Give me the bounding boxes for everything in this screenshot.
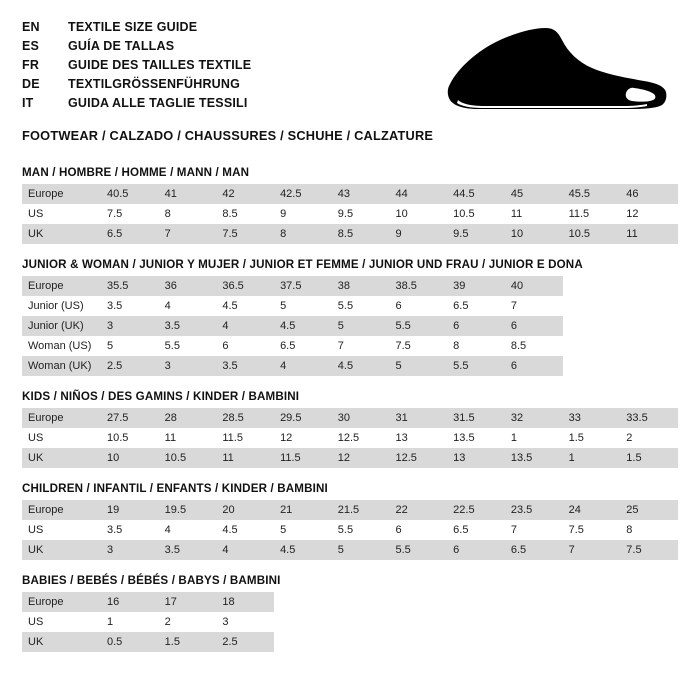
size-cell: 27.5 (101, 408, 159, 428)
size-cell: 5.5 (332, 296, 390, 316)
size-cell: 6 (389, 296, 447, 316)
size-cell: 20 (216, 500, 274, 520)
size-cell: 3 (216, 612, 274, 632)
size-cell: 13 (389, 428, 447, 448)
size-cell (563, 592, 621, 612)
size-cell: 7.5 (563, 520, 621, 540)
size-cell (620, 612, 678, 632)
size-cell: 6 (447, 316, 505, 336)
size-cell: 18 (216, 592, 274, 612)
size-section (22, 258, 678, 376)
table-row (22, 276, 678, 296)
size-cell: 4 (216, 316, 274, 336)
size-cell: 8.5 (216, 204, 274, 224)
size-cell: 4.5 (216, 296, 274, 316)
size-cell: 9.5 (447, 224, 505, 244)
size-cell: 8.5 (332, 224, 390, 244)
size-cell: 31 (389, 408, 447, 428)
size-cell: 11.5 (274, 448, 332, 468)
size-cell: 39 (447, 276, 505, 296)
size-cell: 10 (505, 224, 563, 244)
size-cell: 7 (332, 336, 390, 356)
language-code: DE (22, 77, 40, 91)
size-cell: 3.5 (159, 316, 217, 336)
size-cell (447, 592, 505, 612)
size-cell: 6 (447, 540, 505, 560)
row-label: US (22, 520, 101, 540)
language-title: GUÍA DE TALLAS (68, 39, 175, 53)
row-label: UK (22, 540, 101, 560)
language-code: FR (22, 58, 40, 72)
table-row (22, 184, 678, 204)
row-label: Woman (US) (22, 336, 101, 356)
size-cell (274, 612, 332, 632)
size-cell: 37.5 (274, 276, 332, 296)
size-cell: 10.5 (159, 448, 217, 468)
size-cell (332, 612, 390, 632)
size-cell: 4 (216, 540, 274, 560)
size-cell: 7 (505, 520, 563, 540)
table-row (22, 592, 678, 612)
language-title: GUIDA ALLE TAGLIE TESSILI (68, 96, 248, 110)
size-section (22, 574, 678, 652)
category-heading: FOOTWEAR / CALZADO / CHAUSSURES / SCHUHE / CALZATURE (22, 128, 434, 143)
table-row (22, 316, 678, 336)
size-cell: 6.5 (447, 520, 505, 540)
size-cell (563, 356, 621, 376)
size-cell: 22 (389, 500, 447, 520)
size-cell: 33 (563, 408, 621, 428)
size-cell: 38.5 (389, 276, 447, 296)
size-cell: 4.5 (274, 316, 332, 336)
size-cell: 2 (159, 612, 217, 632)
size-cell: 12 (274, 428, 332, 448)
row-label: Europe (22, 408, 101, 428)
size-table (22, 184, 678, 244)
size-cell: 44 (389, 184, 447, 204)
size-table (22, 592, 678, 652)
size-cell: 1 (101, 612, 159, 632)
size-cell: 45 (505, 184, 563, 204)
size-cell (620, 296, 678, 316)
size-cell: 6.5 (274, 336, 332, 356)
size-cell (563, 316, 621, 336)
table-row (22, 500, 678, 520)
size-cell: 22.5 (447, 500, 505, 520)
size-cell: 8 (274, 224, 332, 244)
size-cell: 5.5 (332, 520, 390, 540)
document-header (22, 20, 678, 143)
table-row (22, 448, 678, 468)
size-cell (447, 612, 505, 632)
size-cell: 5.5 (389, 540, 447, 560)
size-cell: 9.5 (332, 204, 390, 224)
size-cell: 8.5 (505, 336, 563, 356)
size-cell: 10.5 (563, 224, 621, 244)
size-cell: 24 (563, 500, 621, 520)
size-cell: 5.5 (389, 316, 447, 336)
size-cell (620, 632, 678, 652)
section-title: KIDS / NIÑOS / DES GAMINS / KINDER / BAMBINI (22, 390, 300, 403)
size-cell: 45.5 (563, 184, 621, 204)
size-cell: 6.5 (101, 224, 159, 244)
table-row (22, 428, 678, 448)
size-cell: 11 (159, 428, 217, 448)
row-label: US (22, 612, 101, 632)
row-label: Europe (22, 184, 101, 204)
size-cell: 6 (216, 336, 274, 356)
size-cell (505, 632, 563, 652)
size-cell: 11 (216, 448, 274, 468)
size-cell: 33.5 (620, 408, 678, 428)
size-cell: 4 (274, 356, 332, 376)
size-cell: 11 (505, 204, 563, 224)
size-cell: 42 (216, 184, 274, 204)
dress-shoe-icon (438, 26, 668, 118)
size-table (22, 276, 678, 376)
table-row (22, 336, 678, 356)
size-cell: 4.5 (332, 356, 390, 376)
table-row (22, 540, 678, 560)
size-cell: 12 (620, 204, 678, 224)
size-cell (505, 592, 563, 612)
language-title: TEXTILGRÖSSENFÜHRUNG (68, 77, 241, 91)
size-cell: 1.5 (563, 428, 621, 448)
table-row (22, 224, 678, 244)
row-label: Junior (US) (22, 296, 101, 316)
table-row (22, 204, 678, 224)
size-cell (620, 592, 678, 612)
size-cell: 6.5 (505, 540, 563, 560)
size-cell: 7 (505, 296, 563, 316)
size-cell: 11.5 (216, 428, 274, 448)
row-label: Europe (22, 500, 101, 520)
size-cell: 5 (274, 296, 332, 316)
size-cell (274, 592, 332, 612)
language-code: ES (22, 39, 40, 53)
size-cell: 16 (101, 592, 159, 612)
size-cell: 17 (159, 592, 217, 612)
size-cell: 3.5 (101, 520, 159, 540)
size-cell (389, 632, 447, 652)
size-cell: 7.5 (101, 204, 159, 224)
size-cell (620, 316, 678, 336)
size-cell: 28 (159, 408, 217, 428)
size-cell: 29.5 (274, 408, 332, 428)
size-cell: 6 (505, 356, 563, 376)
size-cell: 3 (101, 316, 159, 336)
size-cell: 11.5 (563, 204, 621, 224)
size-cell: 11 (620, 224, 678, 244)
size-cell: 4.5 (216, 520, 274, 540)
size-cell: 21 (274, 500, 332, 520)
row-label: UK (22, 448, 101, 468)
size-cell: 7.5 (389, 336, 447, 356)
size-cell: 28.5 (216, 408, 274, 428)
row-label: UK (22, 632, 101, 652)
row-label: US (22, 204, 101, 224)
size-cell: 10.5 (447, 204, 505, 224)
size-cell: 3.5 (101, 296, 159, 316)
size-cell: 7 (159, 224, 217, 244)
size-cell: 5.5 (159, 336, 217, 356)
size-cell: 31.5 (447, 408, 505, 428)
language-title: TEXTILE SIZE GUIDE (68, 20, 198, 34)
size-cell: 10.5 (101, 428, 159, 448)
size-cell (563, 296, 621, 316)
size-cell: 40 (505, 276, 563, 296)
size-cell: 2 (620, 428, 678, 448)
size-cell: 42.5 (274, 184, 332, 204)
size-cell: 8 (159, 204, 217, 224)
size-cell: 44.5 (447, 184, 505, 204)
section-title: MAN / HOMBRE / HOMME / MANN / MAN (22, 166, 250, 179)
size-cell: 13.5 (447, 428, 505, 448)
size-cell: 5 (274, 520, 332, 540)
size-cell: 5 (389, 356, 447, 376)
size-cell: 3 (159, 356, 217, 376)
size-cell: 46 (620, 184, 678, 204)
size-cell: 5 (332, 316, 390, 336)
size-cell: 43 (332, 184, 390, 204)
size-cell: 0.5 (101, 632, 159, 652)
size-cell: 5 (101, 336, 159, 356)
size-cell: 32 (505, 408, 563, 428)
size-cell: 7.5 (620, 540, 678, 560)
table-row (22, 612, 678, 632)
size-cell: 36.5 (216, 276, 274, 296)
row-label: Woman (UK) (22, 356, 101, 376)
size-cell: 6 (505, 316, 563, 336)
section-title: CHILDREN / INFANTIL / ENFANTS / KINDER / BAMBINI (22, 482, 328, 495)
size-cell: 2.5 (101, 356, 159, 376)
size-cell: 40.5 (101, 184, 159, 204)
row-label: UK (22, 224, 101, 244)
size-cell (563, 336, 621, 356)
section-title: BABIES / BEBÉS / BÉBÉS / BABYS / BAMBINI (22, 574, 281, 587)
table-row (22, 408, 678, 428)
size-cell: 7.5 (216, 224, 274, 244)
table-row (22, 296, 678, 316)
row-label: Junior (UK) (22, 316, 101, 336)
size-section (22, 166, 678, 244)
row-label: Europe (22, 592, 101, 612)
size-cell: 6 (389, 520, 447, 540)
size-cell: 21.5 (332, 500, 390, 520)
size-cell (620, 356, 678, 376)
section-title: JUNIOR & WOMAN / JUNIOR Y MUJER / JUNIOR ET FEMME / JUNIOR UND FRAU / JUNIOR E DONA (22, 258, 583, 271)
size-cell: 4 (159, 296, 217, 316)
size-cell (620, 336, 678, 356)
size-section (22, 390, 678, 468)
size-cell: 1.5 (159, 632, 217, 652)
size-cell: 9 (389, 224, 447, 244)
size-cell (274, 632, 332, 652)
size-cell: 36 (159, 276, 217, 296)
size-cell: 30 (332, 408, 390, 428)
size-cell (332, 592, 390, 612)
size-table (22, 500, 678, 560)
size-cell: 8 (620, 520, 678, 540)
size-cell (505, 612, 563, 632)
size-cell: 10 (101, 448, 159, 468)
size-cell: 6.5 (447, 296, 505, 316)
table-row (22, 520, 678, 540)
size-cell: 35.5 (101, 276, 159, 296)
size-table (22, 408, 678, 468)
size-cell: 4 (159, 520, 217, 540)
size-cell (332, 632, 390, 652)
size-cell: 13.5 (505, 448, 563, 468)
size-tables-container (22, 166, 678, 652)
size-cell: 1 (563, 448, 621, 468)
size-cell: 5.5 (447, 356, 505, 376)
table-row (22, 356, 678, 376)
size-section (22, 482, 678, 560)
size-cell: 2.5 (216, 632, 274, 652)
size-cell: 12.5 (389, 448, 447, 468)
table-row (22, 632, 678, 652)
row-label: Europe (22, 276, 101, 296)
size-cell (620, 276, 678, 296)
size-cell: 5 (332, 540, 390, 560)
size-cell: 4.5 (274, 540, 332, 560)
size-cell (563, 612, 621, 632)
size-cell: 1 (505, 428, 563, 448)
size-cell: 1.5 (620, 448, 678, 468)
row-label: US (22, 428, 101, 448)
size-cell: 8 (447, 336, 505, 356)
language-title: GUIDE DES TAILLES TEXTILE (68, 58, 252, 72)
size-cell: 23.5 (505, 500, 563, 520)
size-cell (563, 276, 621, 296)
size-cell: 7 (563, 540, 621, 560)
size-cell (563, 632, 621, 652)
size-cell (447, 632, 505, 652)
size-cell: 12.5 (332, 428, 390, 448)
size-cell: 3 (101, 540, 159, 560)
size-cell: 25 (620, 500, 678, 520)
size-cell: 9 (274, 204, 332, 224)
size-cell: 12 (332, 448, 390, 468)
size-cell (389, 612, 447, 632)
size-cell: 10 (389, 204, 447, 224)
size-cell: 3.5 (216, 356, 274, 376)
size-cell (389, 592, 447, 612)
size-cell: 38 (332, 276, 390, 296)
size-cell: 19.5 (159, 500, 217, 520)
language-code: EN (22, 20, 40, 34)
language-code: IT (22, 96, 34, 110)
size-cell: 13 (447, 448, 505, 468)
size-cell: 19 (101, 500, 159, 520)
size-cell: 41 (159, 184, 217, 204)
size-cell: 3.5 (159, 540, 217, 560)
